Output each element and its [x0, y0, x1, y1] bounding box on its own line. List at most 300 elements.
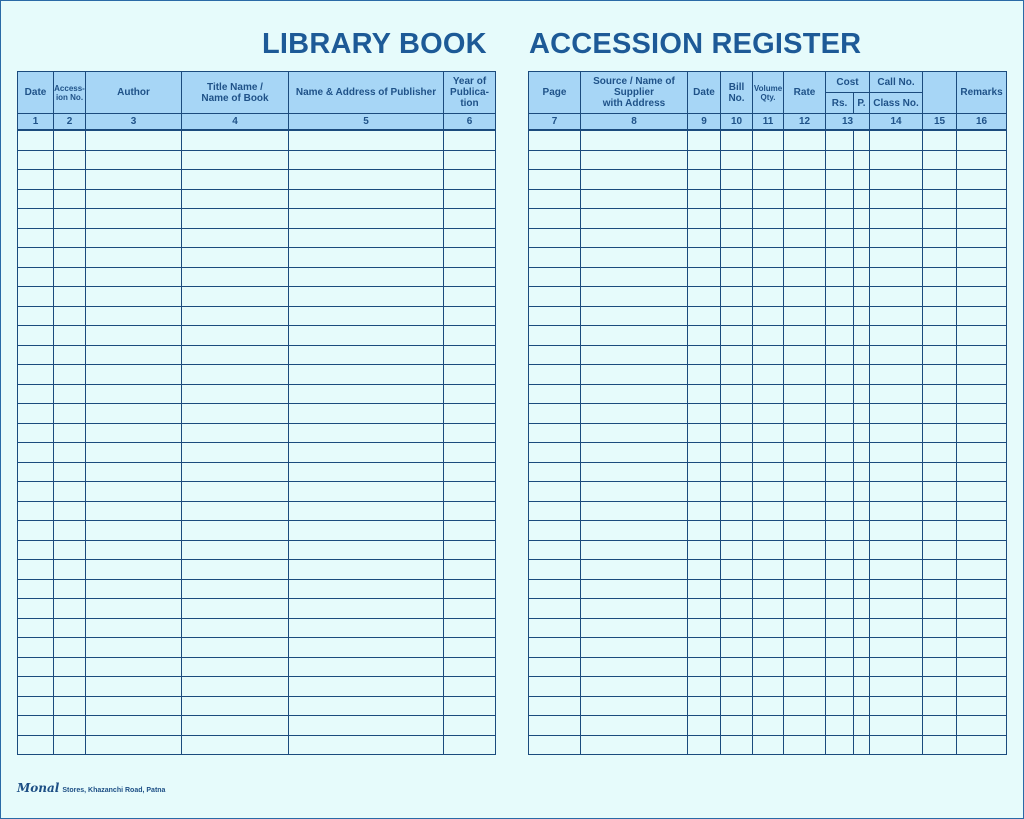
register-cell[interactable] — [721, 365, 753, 385]
register-cell[interactable] — [721, 306, 753, 326]
register-cell[interactable] — [957, 209, 1007, 229]
register-cell[interactable] — [18, 501, 54, 521]
register-cell[interactable] — [86, 228, 182, 248]
register-cell[interactable] — [182, 209, 289, 229]
register-cell[interactable] — [923, 462, 957, 482]
register-cell[interactable] — [529, 345, 581, 365]
register-cell[interactable] — [957, 482, 1007, 502]
register-cell[interactable] — [753, 267, 784, 287]
register-cell[interactable] — [86, 267, 182, 287]
register-cell[interactable] — [444, 657, 496, 677]
register-cell[interactable] — [86, 540, 182, 560]
register-cell[interactable] — [54, 443, 86, 463]
register-cell[interactable] — [923, 150, 957, 170]
register-cell[interactable] — [688, 540, 721, 560]
register-cell[interactable] — [688, 677, 721, 697]
register-cell[interactable] — [870, 501, 923, 521]
register-cell[interactable] — [826, 170, 854, 190]
register-cell[interactable] — [870, 423, 923, 443]
register-cell[interactable] — [529, 657, 581, 677]
register-cell[interactable] — [923, 365, 957, 385]
register-cell[interactable] — [86, 501, 182, 521]
register-cell[interactable] — [182, 599, 289, 619]
register-cell[interactable] — [182, 521, 289, 541]
register-cell[interactable] — [688, 287, 721, 307]
register-cell[interactable] — [826, 326, 854, 346]
register-cell[interactable] — [529, 735, 581, 755]
register-cell[interactable] — [753, 501, 784, 521]
register-cell[interactable] — [182, 345, 289, 365]
register-cell[interactable] — [784, 482, 826, 502]
register-cell[interactable] — [688, 384, 721, 404]
register-cell[interactable] — [444, 501, 496, 521]
register-cell[interactable] — [18, 423, 54, 443]
register-cell[interactable] — [957, 365, 1007, 385]
register-cell[interactable] — [581, 482, 688, 502]
register-cell[interactable] — [581, 501, 688, 521]
register-cell[interactable] — [784, 150, 826, 170]
register-cell[interactable] — [86, 130, 182, 150]
register-cell[interactable] — [18, 735, 54, 755]
register-cell[interactable] — [182, 130, 289, 150]
register-cell[interactable] — [753, 482, 784, 502]
register-cell[interactable] — [753, 130, 784, 150]
register-cell[interactable] — [721, 735, 753, 755]
register-cell[interactable] — [784, 345, 826, 365]
register-cell[interactable] — [870, 130, 923, 150]
register-cell[interactable] — [182, 404, 289, 424]
register-cell[interactable] — [86, 521, 182, 541]
register-cell[interactable] — [444, 735, 496, 755]
register-cell[interactable] — [721, 228, 753, 248]
register-cell[interactable] — [86, 248, 182, 268]
register-cell[interactable] — [826, 384, 854, 404]
register-cell[interactable] — [581, 423, 688, 443]
register-cell[interactable] — [86, 326, 182, 346]
register-cell[interactable] — [721, 618, 753, 638]
register-cell[interactable] — [289, 599, 444, 619]
register-cell[interactable] — [581, 365, 688, 385]
register-cell[interactable] — [289, 384, 444, 404]
register-cell[interactable] — [86, 696, 182, 716]
register-cell[interactable] — [784, 267, 826, 287]
register-cell[interactable] — [826, 462, 854, 482]
register-cell[interactable] — [753, 365, 784, 385]
register-cell[interactable] — [54, 326, 86, 346]
register-cell[interactable] — [826, 423, 854, 443]
register-cell[interactable] — [688, 716, 721, 736]
register-cell[interactable] — [18, 540, 54, 560]
register-cell[interactable] — [923, 579, 957, 599]
register-cell[interactable] — [18, 482, 54, 502]
register-cell[interactable] — [86, 365, 182, 385]
register-cell[interactable] — [957, 638, 1007, 658]
register-cell[interactable] — [581, 404, 688, 424]
register-cell[interactable] — [18, 189, 54, 209]
register-cell[interactable] — [54, 716, 86, 736]
register-cell[interactable] — [54, 130, 86, 150]
register-cell[interactable] — [581, 696, 688, 716]
register-cell[interactable] — [688, 130, 721, 150]
register-cell[interactable] — [182, 150, 289, 170]
register-cell[interactable] — [923, 404, 957, 424]
register-cell[interactable] — [529, 521, 581, 541]
register-cell[interactable] — [688, 326, 721, 346]
register-cell[interactable] — [182, 540, 289, 560]
register-cell[interactable] — [753, 540, 784, 560]
register-cell[interactable] — [86, 579, 182, 599]
register-cell[interactable] — [854, 657, 870, 677]
register-cell[interactable] — [444, 170, 496, 190]
register-cell[interactable] — [289, 130, 444, 150]
register-cell[interactable] — [18, 326, 54, 346]
register-cell[interactable] — [854, 735, 870, 755]
register-cell[interactable] — [86, 423, 182, 443]
register-cell[interactable] — [54, 423, 86, 443]
register-cell[interactable] — [18, 696, 54, 716]
register-cell[interactable] — [289, 365, 444, 385]
register-cell[interactable] — [182, 267, 289, 287]
register-cell[interactable] — [182, 248, 289, 268]
register-cell[interactable] — [529, 423, 581, 443]
register-cell[interactable] — [86, 306, 182, 326]
register-cell[interactable] — [957, 657, 1007, 677]
register-cell[interactable] — [444, 540, 496, 560]
register-cell[interactable] — [826, 306, 854, 326]
register-cell[interactable] — [784, 404, 826, 424]
register-cell[interactable] — [529, 599, 581, 619]
register-cell[interactable] — [529, 404, 581, 424]
register-cell[interactable] — [529, 716, 581, 736]
register-cell[interactable] — [784, 521, 826, 541]
register-cell[interactable] — [957, 326, 1007, 346]
register-cell[interactable] — [289, 404, 444, 424]
register-cell[interactable] — [826, 209, 854, 229]
register-cell[interactable] — [957, 345, 1007, 365]
register-cell[interactable] — [854, 677, 870, 697]
register-cell[interactable] — [581, 560, 688, 580]
register-cell[interactable] — [529, 618, 581, 638]
register-cell[interactable] — [289, 306, 444, 326]
register-cell[interactable] — [688, 599, 721, 619]
register-cell[interactable] — [784, 365, 826, 385]
register-cell[interactable] — [182, 696, 289, 716]
register-cell[interactable] — [923, 170, 957, 190]
register-cell[interactable] — [444, 482, 496, 502]
register-cell[interactable] — [581, 384, 688, 404]
register-cell[interactable] — [182, 638, 289, 658]
register-cell[interactable] — [86, 384, 182, 404]
register-cell[interactable] — [581, 150, 688, 170]
register-cell[interactable] — [870, 170, 923, 190]
register-cell[interactable] — [688, 150, 721, 170]
register-cell[interactable] — [870, 462, 923, 482]
register-cell[interactable] — [721, 404, 753, 424]
register-cell[interactable] — [923, 716, 957, 736]
register-cell[interactable] — [18, 404, 54, 424]
register-cell[interactable] — [444, 209, 496, 229]
register-cell[interactable] — [721, 716, 753, 736]
register-cell[interactable] — [444, 248, 496, 268]
register-cell[interactable] — [86, 638, 182, 658]
register-cell[interactable] — [870, 716, 923, 736]
register-cell[interactable] — [581, 209, 688, 229]
register-cell[interactable] — [870, 657, 923, 677]
register-cell[interactable] — [688, 638, 721, 658]
register-cell[interactable] — [54, 501, 86, 521]
register-cell[interactable] — [289, 189, 444, 209]
register-cell[interactable] — [54, 365, 86, 385]
register-cell[interactable] — [721, 345, 753, 365]
register-cell[interactable] — [581, 189, 688, 209]
register-cell[interactable] — [688, 462, 721, 482]
register-cell[interactable] — [688, 521, 721, 541]
register-cell[interactable] — [54, 404, 86, 424]
register-cell[interactable] — [854, 599, 870, 619]
register-cell[interactable] — [923, 657, 957, 677]
register-cell[interactable] — [854, 384, 870, 404]
register-cell[interactable] — [854, 501, 870, 521]
register-cell[interactable] — [18, 677, 54, 697]
register-cell[interactable] — [18, 618, 54, 638]
register-cell[interactable] — [923, 345, 957, 365]
register-cell[interactable] — [289, 735, 444, 755]
register-cell[interactable] — [444, 189, 496, 209]
register-cell[interactable] — [721, 579, 753, 599]
register-cell[interactable] — [854, 287, 870, 307]
register-cell[interactable] — [753, 423, 784, 443]
register-cell[interactable] — [870, 540, 923, 560]
register-cell[interactable] — [182, 384, 289, 404]
register-cell[interactable] — [86, 287, 182, 307]
register-cell[interactable] — [444, 306, 496, 326]
register-cell[interactable] — [688, 696, 721, 716]
register-cell[interactable] — [957, 716, 1007, 736]
register-cell[interactable] — [688, 579, 721, 599]
register-cell[interactable] — [529, 501, 581, 521]
register-cell[interactable] — [444, 696, 496, 716]
register-cell[interactable] — [826, 657, 854, 677]
register-cell[interactable] — [721, 462, 753, 482]
register-cell[interactable] — [182, 189, 289, 209]
register-cell[interactable] — [182, 423, 289, 443]
register-cell[interactable] — [923, 521, 957, 541]
register-cell[interactable] — [753, 696, 784, 716]
register-cell[interactable] — [923, 501, 957, 521]
register-cell[interactable] — [688, 209, 721, 229]
register-cell[interactable] — [854, 462, 870, 482]
register-cell[interactable] — [854, 716, 870, 736]
register-cell[interactable] — [444, 228, 496, 248]
register-cell[interactable] — [923, 696, 957, 716]
register-cell[interactable] — [957, 170, 1007, 190]
register-cell[interactable] — [870, 560, 923, 580]
register-cell[interactable] — [721, 696, 753, 716]
register-cell[interactable] — [289, 540, 444, 560]
register-cell[interactable] — [182, 501, 289, 521]
register-cell[interactable] — [923, 423, 957, 443]
register-cell[interactable] — [923, 677, 957, 697]
register-cell[interactable] — [826, 560, 854, 580]
register-cell[interactable] — [182, 443, 289, 463]
register-cell[interactable] — [18, 657, 54, 677]
register-cell[interactable] — [721, 560, 753, 580]
register-cell[interactable] — [923, 618, 957, 638]
register-cell[interactable] — [721, 443, 753, 463]
register-cell[interactable] — [784, 209, 826, 229]
register-cell[interactable] — [870, 521, 923, 541]
register-cell[interactable] — [753, 735, 784, 755]
register-cell[interactable] — [870, 696, 923, 716]
register-cell[interactable] — [688, 228, 721, 248]
register-cell[interactable] — [923, 248, 957, 268]
register-cell[interactable] — [529, 560, 581, 580]
register-cell[interactable] — [826, 735, 854, 755]
register-cell[interactable] — [923, 599, 957, 619]
register-cell[interactable] — [289, 677, 444, 697]
register-cell[interactable] — [18, 384, 54, 404]
register-cell[interactable] — [753, 716, 784, 736]
register-cell[interactable] — [529, 306, 581, 326]
register-cell[interactable] — [854, 618, 870, 638]
register-cell[interactable] — [529, 443, 581, 463]
register-cell[interactable] — [444, 384, 496, 404]
register-cell[interactable] — [86, 735, 182, 755]
register-cell[interactable] — [289, 482, 444, 502]
register-cell[interactable] — [854, 228, 870, 248]
register-cell[interactable] — [854, 170, 870, 190]
register-cell[interactable] — [826, 365, 854, 385]
register-cell[interactable] — [529, 170, 581, 190]
register-cell[interactable] — [444, 150, 496, 170]
register-cell[interactable] — [581, 521, 688, 541]
register-cell[interactable] — [854, 326, 870, 346]
register-cell[interactable] — [86, 657, 182, 677]
register-cell[interactable] — [923, 326, 957, 346]
register-cell[interactable] — [444, 130, 496, 150]
register-cell[interactable] — [721, 384, 753, 404]
register-cell[interactable] — [86, 150, 182, 170]
register-cell[interactable] — [826, 599, 854, 619]
register-cell[interactable] — [18, 579, 54, 599]
register-cell[interactable] — [784, 287, 826, 307]
register-cell[interactable] — [54, 306, 86, 326]
register-cell[interactable] — [854, 404, 870, 424]
register-cell[interactable] — [826, 482, 854, 502]
register-cell[interactable] — [688, 560, 721, 580]
register-cell[interactable] — [753, 618, 784, 638]
register-cell[interactable] — [529, 209, 581, 229]
register-cell[interactable] — [854, 560, 870, 580]
register-cell[interactable] — [18, 306, 54, 326]
register-cell[interactable] — [289, 716, 444, 736]
register-cell[interactable] — [784, 326, 826, 346]
register-cell[interactable] — [688, 443, 721, 463]
register-cell[interactable] — [182, 306, 289, 326]
register-cell[interactable] — [923, 287, 957, 307]
register-cell[interactable] — [289, 209, 444, 229]
register-cell[interactable] — [957, 130, 1007, 150]
register-cell[interactable] — [923, 209, 957, 229]
register-cell[interactable] — [54, 267, 86, 287]
register-cell[interactable] — [182, 657, 289, 677]
register-cell[interactable] — [870, 365, 923, 385]
register-cell[interactable] — [753, 345, 784, 365]
register-cell[interactable] — [444, 404, 496, 424]
register-cell[interactable] — [721, 657, 753, 677]
register-cell[interactable] — [784, 735, 826, 755]
register-cell[interactable] — [854, 540, 870, 560]
register-cell[interactable] — [444, 365, 496, 385]
register-cell[interactable] — [784, 130, 826, 150]
register-cell[interactable] — [957, 150, 1007, 170]
register-cell[interactable] — [784, 579, 826, 599]
register-cell[interactable] — [870, 404, 923, 424]
register-cell[interactable] — [86, 716, 182, 736]
register-cell[interactable] — [923, 540, 957, 560]
register-cell[interactable] — [923, 306, 957, 326]
register-cell[interactable] — [289, 579, 444, 599]
register-cell[interactable] — [854, 306, 870, 326]
register-cell[interactable] — [854, 248, 870, 268]
register-cell[interactable] — [870, 306, 923, 326]
register-cell[interactable] — [753, 228, 784, 248]
register-cell[interactable] — [54, 677, 86, 697]
register-cell[interactable] — [753, 287, 784, 307]
register-cell[interactable] — [957, 267, 1007, 287]
register-cell[interactable] — [721, 248, 753, 268]
register-cell[interactable] — [18, 521, 54, 541]
register-cell[interactable] — [854, 365, 870, 385]
register-cell[interactable] — [688, 618, 721, 638]
register-cell[interactable] — [54, 462, 86, 482]
register-cell[interactable] — [18, 365, 54, 385]
register-cell[interactable] — [289, 228, 444, 248]
register-cell[interactable] — [289, 443, 444, 463]
register-cell[interactable] — [581, 130, 688, 150]
register-cell[interactable] — [721, 189, 753, 209]
register-cell[interactable] — [18, 716, 54, 736]
register-cell[interactable] — [753, 189, 784, 209]
register-cell[interactable] — [529, 228, 581, 248]
register-cell[interactable] — [870, 287, 923, 307]
register-cell[interactable] — [826, 540, 854, 560]
register-cell[interactable] — [854, 579, 870, 599]
register-cell[interactable] — [826, 716, 854, 736]
register-cell[interactable] — [529, 638, 581, 658]
register-cell[interactable] — [753, 326, 784, 346]
register-cell[interactable] — [957, 404, 1007, 424]
register-cell[interactable] — [18, 443, 54, 463]
register-cell[interactable] — [581, 657, 688, 677]
register-cell[interactable] — [289, 267, 444, 287]
register-cell[interactable] — [581, 735, 688, 755]
register-cell[interactable] — [54, 540, 86, 560]
register-cell[interactable] — [753, 560, 784, 580]
register-cell[interactable] — [923, 130, 957, 150]
register-cell[interactable] — [854, 482, 870, 502]
register-cell[interactable] — [54, 150, 86, 170]
register-cell[interactable] — [182, 287, 289, 307]
register-cell[interactable] — [54, 189, 86, 209]
register-cell[interactable] — [784, 170, 826, 190]
register-cell[interactable] — [688, 482, 721, 502]
register-cell[interactable] — [753, 521, 784, 541]
register-cell[interactable] — [289, 248, 444, 268]
register-cell[interactable] — [444, 423, 496, 443]
register-cell[interactable] — [581, 540, 688, 560]
register-cell[interactable] — [18, 599, 54, 619]
